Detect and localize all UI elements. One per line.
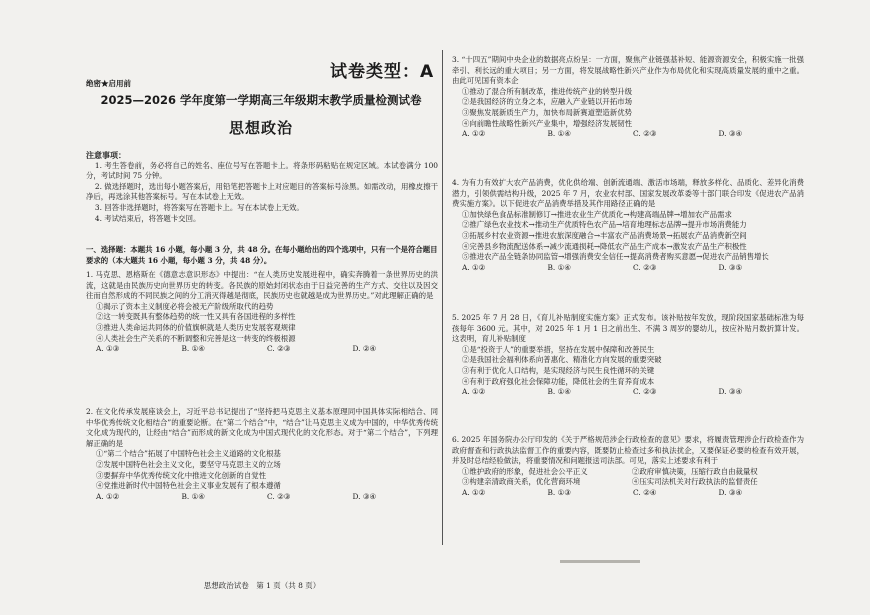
choice-b: B. ①③ [547,487,571,497]
option-item: ①是“投资于人”的重要举措，坚持在发展中保障和改善民生 [462,344,655,354]
choice-d: D. ③④ [352,491,377,501]
option-item: ①加快绿色食品标准制修订→推进农业生产优质化→构建高端品牌→增加农产品需求 [462,209,732,219]
option-item: ②是我国社会福利体系向普惠化、精准化方向发展的重要突破 [462,355,662,365]
option-row [452,477,804,488]
choice-a: A. ①② [96,491,120,501]
option-item: ③推进人类命运共同体的价值旗帜就是人类历史发展客观规律 [96,322,296,332]
choice-d: D. ③④ [718,387,743,397]
option-item: ②政府审慎决策，压缩行政自由裁量权 [632,466,758,476]
choice-b: B. ①④ [547,262,571,272]
question-2 [86,407,438,502]
notice-item: 4. 考试结束后，将答题卡交回。 [94,213,201,223]
choice-c: C. ②③ [633,387,657,397]
question-stem: 6. 2025 年国务院办公厅印发的《关于严格规范涉企行政检查的意见》要求，将履责管理涉企行政检查作为政府督查和行政执法监督工作的重要内容，既要防止检查过多和执法扰企，又要保证必要的检查有效开展，并及时总结经验做法，将重要情况和问题报送司法部。可见，落实上述要求有利于 [452,435,804,466]
option-item: ④党推进新时代中国特色社会主义事业发展有了根本遵循 [96,481,281,491]
notice-item: 1. 考生答卷前，务必将自己的姓名、座位号写在答题卡上。将条形码粘贴在规定区域。本试卷满分 100 分，考试时间 75 分钟。 [86,160,438,181]
choice-d: D. ③④ [718,129,743,139]
option-item: ②是我国经济的立身之本，应融入产业链以开拓市场 [462,97,632,107]
option-item: ⑤推进农产品全链条协同监管→增强消费安全信任→提高消费者购买意愿→促进农产品销售增长 [462,252,769,262]
subject-title: 思想政治 [228,119,293,137]
answer-choices [452,129,804,140]
answer-choices [86,344,438,355]
question-stem: 3. “十四五”期间中央企业的数据亮点纷呈：一方面，聚焦产业链强基补短、能源资源安全，积极实施一批强牵引、利长远的重大项目；另一方面，将发展战略性新兴产业作为布局优化和实现高质量发展的重中之重。由此可见国有资本企 [452,55,804,86]
choice-a: A. ①② [462,487,486,497]
page-footer: 思想政治试卷 第 1 页（共 8 页） [203,581,321,590]
option-row [452,467,804,478]
question-3 [452,55,804,140]
choice-c: C. ②③ [633,129,657,139]
notice-title: 注意事项： [86,150,126,160]
notice-item: 3. 回答非选择题时，将答案写在答题卡上。写在本试卷上无效。 [94,202,304,212]
choice-b: B. ①④ [181,491,205,501]
choice-a: A. ①② [462,129,486,139]
secret-mark: 绝密★启用前 [86,79,131,88]
option-item: ③构建亲清政商关系，优化营商环境 [462,477,581,487]
option-item: ④人类社会生产关系的不断调整和完善是这一转变的终极根源 [96,333,296,343]
scan-smudge [560,560,640,563]
question-stem: 5. 2025 年 7 月 28 日，《育儿补贴制度实施方案》正式发布。该补贴按年发放，现阶段国家基础标准为每孩每年 3600 元。其中，对 2025 年 1 月 1 日之前出生、不满 3 周岁的婴幼儿，按应补贴月数折算计发。这表明，育儿补贴制度 [452,313,804,344]
choice-a: A. ①③ [96,344,120,354]
notice-item: 2. 做选择题时，选出每小题答案后，用铅笔把答题卡上对应题目的答案标号涂黑。如需改动，用橡皮擦干净后，再选涂其他答案标号。写在本试卷上无效。 [86,181,438,202]
section-heading: 一、选择题：本题共 16 小题，每小题 3 分，共 48 分。在每小题给出的四个选项中，只有一个是符合题目要求的（本大题共 16 小题，每小题 3 分，共 48 分）。 [86,245,438,265]
question-6 [452,435,804,499]
option-item: ①维护政府的形象，促进社会公平正义 [462,466,588,476]
answer-choices [452,488,804,499]
choice-c: C. ②③ [633,262,657,272]
question-5 [452,313,804,398]
option-item: ④有利于政府强化社会保障功能，降低社会的生育养育成本 [462,376,655,386]
answer-choices [452,387,804,398]
option-item: ②这一转变既具有整体趋势的统一性又具有各国进程的多样性 [96,312,296,322]
choice-d: D. ③④ [718,487,743,497]
choice-a: A. ①② [462,387,486,397]
exam-type-label: 试卷类型：A [330,62,435,82]
question-4 [452,178,804,273]
question-1 [86,270,438,355]
choice-d: D. ③⑤ [718,262,743,272]
question-stem: 4. 为有力有效扩大农产品消费，优化供给端、创新流通端、激活市场端，释放多样化、品质化、差异化消费潜力，引领供需结构升级，2025 年 7 月，农业农村部、国家发展改革委等十部门联合印发《促进农产品消费实施方案》。以下促进农产品消费举措及其作用路径正确的是 [452,178,804,209]
option-item: ③拓展乡村农业资源→推进农旅深度融合→丰富农产品消费场景→拓展农产品消费新空间 [462,230,747,240]
choice-c: C. ②④ [633,487,657,497]
option-item: ②发展中国特色社会主义文化，要坚守马克思主义的立场 [96,459,281,469]
choice-d: D. ②④ [352,344,377,354]
answer-choices [452,263,804,274]
option-item: ③有利于优化人口结构，是实现经济与民生良性循环的关键 [462,365,655,375]
option-item: ④向前瞻性战略性新兴产业集中，增强经济发展韧性 [462,118,632,128]
notice-block [86,150,438,224]
choice-b: B. ①④ [547,129,571,139]
question-stem: 2. 在文化传承发展座谈会上，习近平总书记提出了“坚持把马克思主义基本原理同中国具体实际相结合、同中华优秀传统文化相结合”的重要论断。在“第二个结合”中，“结合”让马克思主义成为中国的，中华优秀传统文化成为现代的，让经由“结合”而形成的新文化成为中国式现代化的文化形态。对于“第二个结合”，下列理解正确的是 [86,407,438,448]
exam-title: 2025—2026 学年度第一学期高三年级期末教学质量检测试卷 [100,93,422,107]
option-item: ①“第二个结合”拓展了中国特色社会主义道路的文化根基 [96,449,281,459]
option-item: ④压实司法机关对行政执法的监督责任 [632,477,758,487]
option-item: ②推广绿色农业技术→推动生产优质特色农产品→培育地理标志品牌→提升市场消费能力 [462,220,747,230]
choice-c: C. ②③ [267,344,291,354]
option-item: ①推动了混合所有制改革，推进传统产业的转型升级 [462,86,632,96]
answer-choices [86,492,438,503]
option-item: ③聚焦发展新质生产力，加快布局新赛道塑造新优势 [462,107,632,117]
choice-b: B. ①④ [181,344,205,354]
option-item: ④完善县乡物流配送体系→减少流通损耗→降低农产品生产成本→激发农产品生产积极性 [462,241,747,251]
choice-b: B. ①④ [547,387,571,397]
option-item: ①揭示了资本主义制度必将会被无产阶级所取代的趋势 [96,301,274,311]
column-divider [442,50,443,545]
choice-a: A. ①② [462,262,486,272]
option-item: ③要摒弃中华优秀传统文化中推进文化创新的自觉性 [96,470,266,480]
question-stem: 1. 马克思、恩格斯在《德意志意识形态》中提出：“在人类历史发展进程中，确实奔腾着一条世界历史的洪流，这就是由民族历史向世界历史的转变。各民族的原始封闭状态由于日益完善的生产方式、交往以及因交往而自然形成的不同民族之间的分工消灭得越是彻底，民族历史也就越是成为世界历史。”对此理解正确的是 [86,270,438,301]
choice-c: C. ②③ [267,491,291,501]
